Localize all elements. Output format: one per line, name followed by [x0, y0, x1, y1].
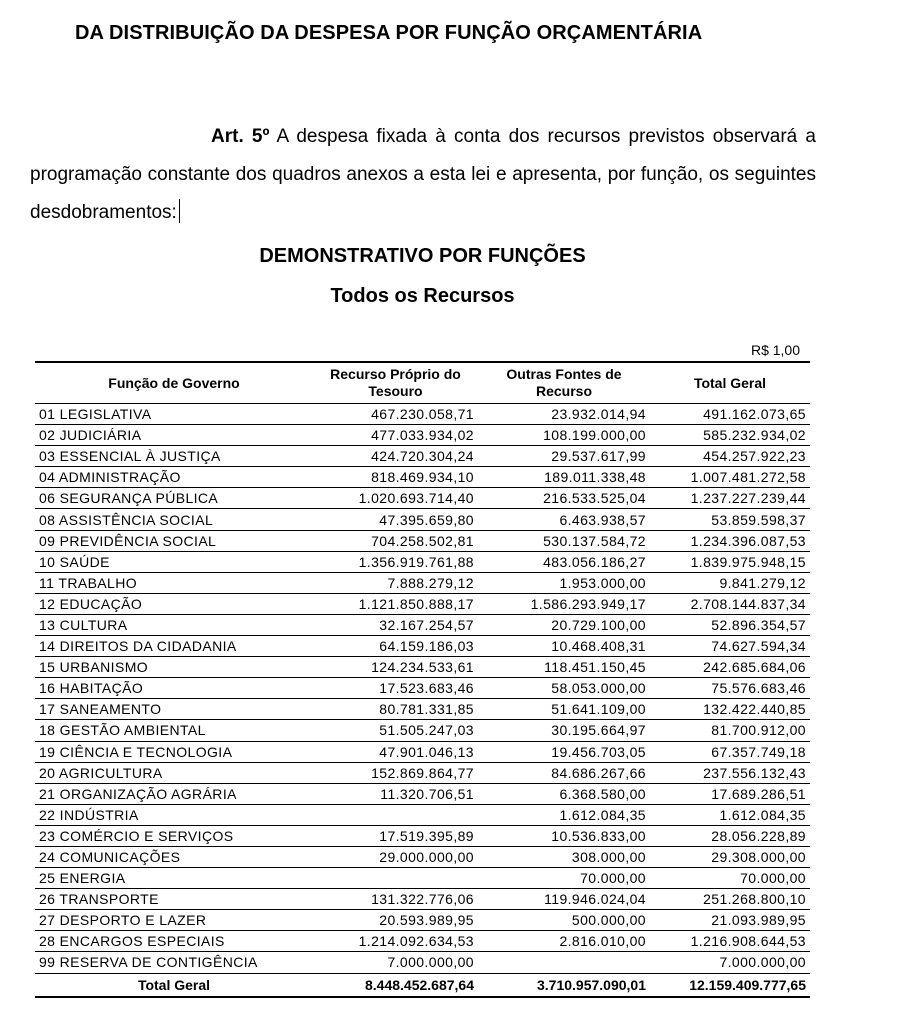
treasury-cell: 818.469.934,10: [313, 467, 478, 488]
total-cell: 52.896.354,57: [650, 614, 810, 635]
total-cell: 81.700.912,00: [650, 720, 810, 741]
table-row: [35, 952, 810, 973]
treasury-cell: 32.167.254,57: [313, 614, 478, 635]
treasury-cell: 7.888.279,12: [313, 572, 478, 593]
table-row: [35, 762, 810, 783]
table-total-row: [35, 973, 810, 997]
other-sources-cell: 10.536.833,00: [478, 825, 650, 846]
total-cell: 17.689.286,51: [650, 783, 810, 804]
other-sources-cell: 1.586.293.949,17: [478, 593, 650, 614]
table-row: [35, 467, 810, 488]
function-cell: 99 RESERVA DE CONTIGÊNCIA: [35, 952, 313, 973]
table-row: [35, 846, 810, 867]
function-cell: 19 CIÊNCIA E TECNOLOGIA: [35, 741, 313, 762]
table-row: [35, 509, 810, 530]
table-row: [35, 530, 810, 551]
total-cell: 53.859.598,37: [650, 509, 810, 530]
demonstrative-title: DEMONSTRATIVO POR FUNÇÕES: [259, 245, 586, 267]
other-sources-cell: [478, 952, 650, 973]
treasury-cell: 47.395.659,80: [313, 509, 478, 530]
other-sources-cell: 2.816.010,00: [478, 931, 650, 952]
treasury-cell: 17.523.683,46: [313, 678, 478, 699]
total-cell: 29.308.000,00: [650, 846, 810, 867]
treasury-cell: 51.505.247,03: [313, 720, 478, 741]
header-other-sources: Outras Fontes de Recurso: [478, 362, 650, 404]
treasury-cell: 152.869.864,77: [313, 762, 478, 783]
total-cell: 1.237.227.239,44: [650, 488, 810, 509]
total-cell: 1.612.084,35: [650, 804, 810, 825]
other-sources-cell: 84.686.267,66: [478, 762, 650, 783]
other-sources-cell: 29.537.617,99: [478, 446, 650, 467]
table-row: [35, 804, 810, 825]
table-row: [35, 593, 810, 614]
treasury-cell: 29.000.000,00: [313, 846, 478, 867]
total-cell: 1.216.908.644,53: [650, 931, 810, 952]
table-row: [35, 868, 810, 889]
treasury-cell: 80.781.331,85: [313, 699, 478, 720]
other-sources-cell: 6.368.580,00: [478, 783, 650, 804]
other-sources-cell: 19.456.703,05: [478, 741, 650, 762]
total-cell: 132.422.440,85: [650, 699, 810, 720]
other-sources-cell: 119.946.024,04: [478, 889, 650, 910]
total-cell: 251.268.800,10: [650, 889, 810, 910]
table-row: [35, 572, 810, 593]
other-sources-cell: 1.953.000,00: [478, 572, 650, 593]
other-sources-cell: 30.195.664,97: [478, 720, 650, 741]
total-cell: 585.232.934,02: [650, 425, 810, 446]
text-cursor: [179, 199, 180, 223]
function-cell: 10 SAÚDE: [35, 551, 313, 572]
treasury-cell: 124.234.533,61: [313, 657, 478, 678]
function-cell: 15 URBANISMO: [35, 657, 313, 678]
total-cell: 237.556.132,43: [650, 762, 810, 783]
total-cell: 1.234.396.087,53: [650, 530, 810, 551]
other-sources-cell: 10.468.408,31: [478, 636, 650, 657]
function-cell: 01 LEGISLATIVA: [35, 404, 313, 425]
treasury-cell: 1.121.850.888,17: [313, 593, 478, 614]
table-row: [35, 425, 810, 446]
total-cell: 21.093.989,95: [650, 910, 810, 931]
function-cell: 17 SANEAMENTO: [35, 699, 313, 720]
budget-table: [35, 361, 810, 998]
treasury-cell: [313, 868, 478, 889]
function-cell: 16 HABITAÇÃO: [35, 678, 313, 699]
total-cell: 75.576.683,46: [650, 678, 810, 699]
total-other-sources: 3.710.957.090,01: [478, 973, 650, 997]
treasury-cell: 1.356.919.761,88: [313, 551, 478, 572]
other-sources-cell: 108.199.000,00: [478, 425, 650, 446]
other-sources-cell: 70.000,00: [478, 868, 650, 889]
treasury-cell: 17.519.395,89: [313, 825, 478, 846]
table-row: [35, 889, 810, 910]
table-row: [35, 931, 810, 952]
function-cell: 04 ADMINISTRAÇÃO: [35, 467, 313, 488]
other-sources-cell: 6.463.938,57: [478, 509, 650, 530]
table-row: [35, 741, 810, 762]
treasury-cell: 64.159.186,03: [313, 636, 478, 657]
function-cell: 13 CULTURA: [35, 614, 313, 635]
table-row: [35, 720, 810, 741]
other-sources-cell: 308.000,00: [478, 846, 650, 867]
treasury-cell: 47.901.046,13: [313, 741, 478, 762]
treasury-cell: 477.033.934,02: [313, 425, 478, 446]
total-cell: 7.000.000,00: [650, 952, 810, 973]
total-cell: 70.000,00: [650, 868, 810, 889]
other-sources-cell: 20.729.100,00: [478, 614, 650, 635]
function-cell: 14 DIREITOS DA CIDADANIA: [35, 636, 313, 657]
other-sources-cell: 51.641.109,00: [478, 699, 650, 720]
header-function: Função de Governo: [35, 362, 313, 404]
treasury-cell: [313, 804, 478, 825]
function-cell: 12 EDUCAÇÃO: [35, 593, 313, 614]
treasury-cell: 11.320.706,51: [313, 783, 478, 804]
function-cell: 02 JUDICIÁRIA: [35, 425, 313, 446]
other-sources-cell: 58.053.000,00: [478, 678, 650, 699]
function-cell: 25 ENERGIA: [35, 868, 313, 889]
function-cell: 28 ENCARGOS ESPECIAIS: [35, 931, 313, 952]
table-row: [35, 488, 810, 509]
other-sources-cell: 216.533.525,04: [478, 488, 650, 509]
table-body: [35, 404, 810, 974]
other-sources-cell: 483.056.186,27: [478, 551, 650, 572]
function-cell: 27 DESPORTO E LAZER: [35, 910, 313, 931]
article-paragraph: [30, 118, 816, 232]
function-cell: 08 ASSISTÊNCIA SOCIAL: [35, 509, 313, 530]
treasury-cell: 20.593.989,95: [313, 910, 478, 931]
total-cell: 67.357.749,18: [650, 741, 810, 762]
treasury-cell: 704.258.502,81: [313, 530, 478, 551]
article-label: Art. 5º: [211, 126, 270, 147]
treasury-cell: 424.720.304,24: [313, 446, 478, 467]
function-cell: 23 COMÉRCIO E SERVIÇOS: [35, 825, 313, 846]
function-cell: 11 TRABALHO: [35, 572, 313, 593]
other-sources-cell: 1.612.084,35: [478, 804, 650, 825]
table-row: [35, 657, 810, 678]
total-cell: 454.257.922,23: [650, 446, 810, 467]
total-grand: 12.159.409.777,65: [650, 973, 810, 997]
table-row: [35, 783, 810, 804]
total-cell: 1.007.481.272,58: [650, 467, 810, 488]
total-cell: 9.841.279,12: [650, 572, 810, 593]
total-treasury: 8.448.452.687,64: [313, 973, 478, 997]
header-total: Total Geral: [650, 362, 810, 404]
header-treasury: Recurso Próprio do Tesouro: [313, 362, 478, 404]
total-cell: 1.839.975.948,15: [650, 551, 810, 572]
table-row: [35, 446, 810, 467]
total-label: Total Geral: [35, 973, 313, 997]
treasury-cell: 7.000.000,00: [313, 952, 478, 973]
function-cell: 06 SEGURANÇA PÚBLICA: [35, 488, 313, 509]
function-cell: 21 ORGANIZAÇÃO AGRÁRIA: [35, 783, 313, 804]
function-cell: 24 COMUNICAÇÕES: [35, 846, 313, 867]
function-cell: 26 TRANSPORTE: [35, 889, 313, 910]
demonstrative-subtitle: Todos os Recursos: [330, 285, 515, 307]
table-row: [35, 825, 810, 846]
function-cell: 03 ESSENCIAL À JUSTIÇA: [35, 446, 313, 467]
function-cell: 22 INDÚSTRIA: [35, 804, 313, 825]
function-cell: 18 GESTÃO AMBIENTAL: [35, 720, 313, 741]
section-heading: DA DISTRIBUIÇÃO DA DESPESA POR FUNÇÃO ORÇAMENTÁRIA: [75, 22, 703, 44]
table-row: [35, 699, 810, 720]
treasury-cell: 1.020.693.714,40: [313, 488, 478, 509]
article-text: A despesa fixada à conta dos recursos previstos observará a programação constante dos quadros anexos a esta lei e apresenta, por função, os seguintes desdobramentos:: [30, 126, 816, 223]
table-row: [35, 636, 810, 657]
table-row: [35, 551, 810, 572]
function-cell: 09 PREVIDÊNCIA SOCIAL: [35, 530, 313, 551]
table-row: [35, 404, 810, 425]
currency-note: R$ 1,00: [750, 342, 800, 358]
other-sources-cell: 118.451.150,45: [478, 657, 650, 678]
treasury-cell: 131.322.776,06: [313, 889, 478, 910]
total-cell: 491.162.073,65: [650, 404, 810, 425]
treasury-cell: 1.214.092.634,53: [313, 931, 478, 952]
function-cell: 20 AGRICULTURA: [35, 762, 313, 783]
table-row: [35, 910, 810, 931]
table-row: [35, 678, 810, 699]
total-cell: 242.685.684,06: [650, 657, 810, 678]
other-sources-cell: 23.932.014,94: [478, 404, 650, 425]
table-row: [35, 614, 810, 635]
total-cell: 28.056.228,89: [650, 825, 810, 846]
treasury-cell: 467.230.058,71: [313, 404, 478, 425]
other-sources-cell: 189.011.338,48: [478, 467, 650, 488]
total-cell: 2.708.144.837,34: [650, 593, 810, 614]
other-sources-cell: 500.000,00: [478, 910, 650, 931]
table-header-row: [35, 362, 810, 404]
total-cell: 74.627.594,34: [650, 636, 810, 657]
other-sources-cell: 530.137.584,72: [478, 530, 650, 551]
